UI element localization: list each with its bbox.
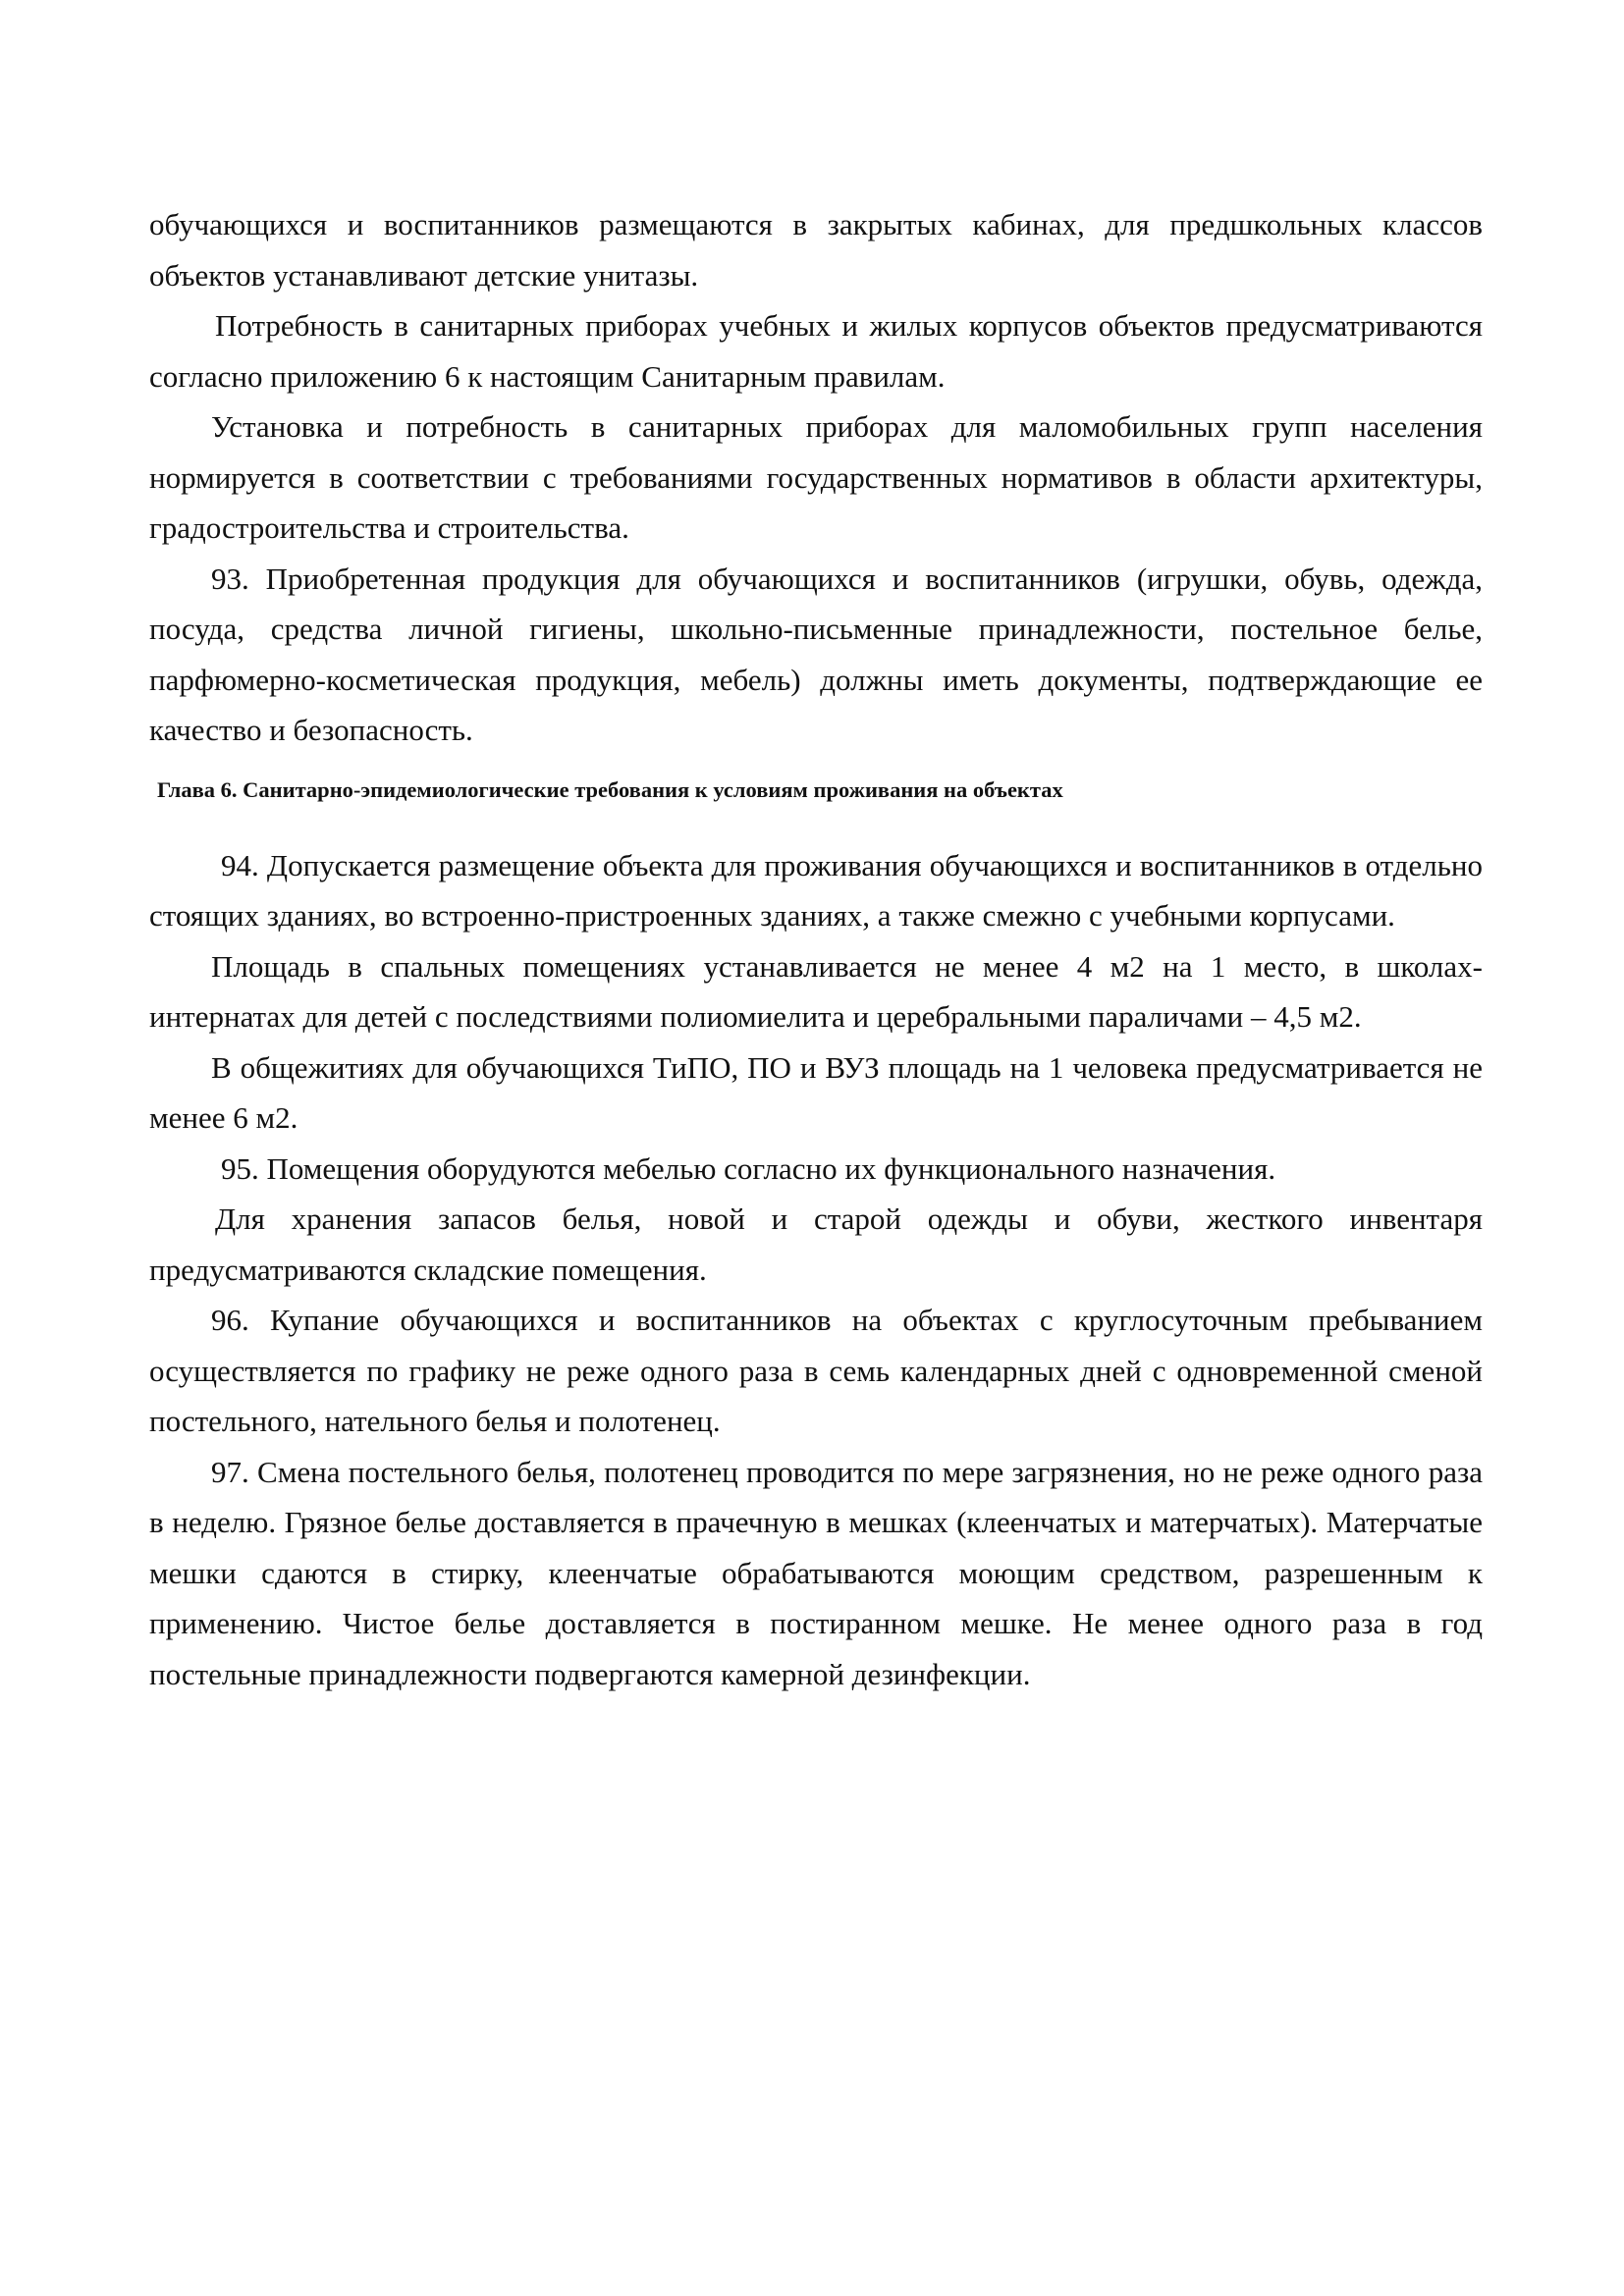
paragraph-sanitary-needs: Потребность в санитарных приборах учебных и жилых корпусов объектов предусматриваются согласно приложению 6 к настоящим Санитарным правилам. <box>149 308 1483 394</box>
document-page <box>149 199 1483 1699</box>
chapter-heading: Глава 6. Санитарно-эпидемиологические требования к условиям проживания на объектах <box>157 776 1063 802</box>
paragraph-97: 97. Смена постельного белья, полотенец проводится по мере загрязнения, но не реже одного раза в неделю. Грязное белье доставляется в прачечную в мешках (клеенчатых и матерчатых). Матерчатые мешки сдаются в стирку, клеенчатые обрабатываются моющим средством, разрешенным к применению. Чистое белье доставляется в постиранном мешке. Не менее одного раза в год постельные принадлежности подвергаются камерной дезинфекции. <box>149 1454 1483 1691</box>
paragraph-95: 95. Помещения оборудуются мебелью согласно их функционального назначения. <box>221 1150 1276 1186</box>
paragraph-94: 94. Допускается размещение объекта для проживания обучающихся и воспитанников в отдельно стоящих зданиях, во встроенно-пристроенных зданиях, а также смежно с учебными корпусами. <box>149 847 1483 933</box>
paragraph-low-mobility-installation: Установка и потребность в санитарных приборах для маломобильных групп населения нормируется в соответствии с требованиями государственных нормативов в области архитектуры, градостроительства и строительства. <box>149 409 1483 545</box>
paragraph-93: 93. Приобретенная продукция для обучающихся и воспитанников (игрушки, обувь, одежда, посуда, средства личной гигиены, школьно-письменные принадлежности, постельное белье, парфюмерно-косметическая продукция, мебель) должны иметь документы, подтверждающие ее качество и безопасность. <box>149 561 1483 747</box>
paragraph-storage: Для хранения запасов белья, новой и старой одежды и обуви, жесткого инвентаря предусматриваются складские помещения. <box>149 1201 1483 1287</box>
paragraph-continuation: обучающихся и воспитанников размещаются в закрытых кабинах, для предшкольных классов объектов устанавливают детские унитазы. <box>149 207 1483 293</box>
paragraph-96: 96. Купание обучающихся и воспитанников на объектах с круглосуточным пребыванием осуществляется по графику не реже одного раза в семь календарных дней с одновременной сменой постельного, нательного белья и полотенец. <box>149 1303 1483 1438</box>
paragraph-dormitory-area: В общежитиях для обучающихся ТиПО, ПО и ВУЗ площадь на 1 человека предусматривается не менее 6 м2. <box>149 1049 1483 1135</box>
paragraph-sleeping-area: Площадь в спальных помещениях устанавливается не менее 4 м2 на 1 место, в школах-интернатах для детей с последствиями полиомиелита и церебральными параличами – 4,5 м2. <box>149 948 1483 1034</box>
